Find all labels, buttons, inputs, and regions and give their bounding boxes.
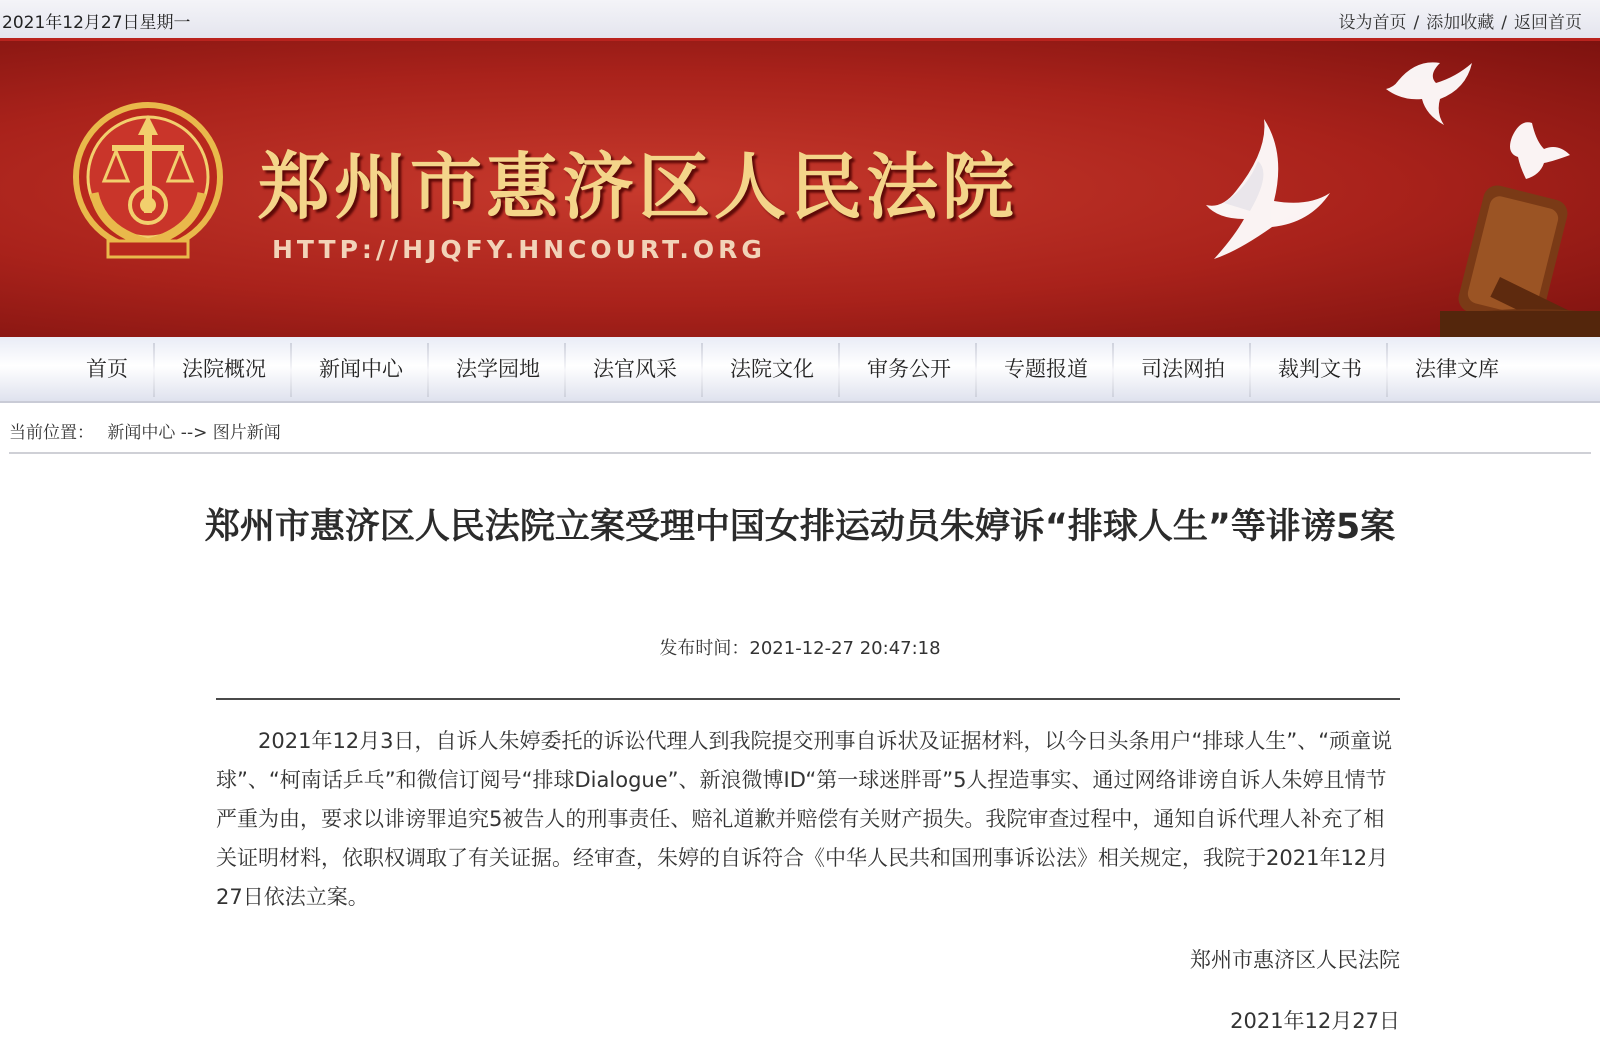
nav-item-court-culture[interactable]: 法院文化 (730, 357, 814, 381)
nav-item-news-center[interactable]: 新闻中心 (319, 357, 403, 381)
nav-item-law-library[interactable]: 法律文库 (1415, 357, 1499, 381)
article-sign-date: 2021年12月27日 (1230, 1009, 1400, 1033)
gavel-icon (1440, 183, 1600, 337)
breadcrumb-label: 当前位置： (9, 423, 94, 443)
breadcrumb (9, 418, 281, 443)
top-bar (0, 0, 1600, 41)
top-links (1339, 8, 1582, 33)
link-separator: / (1413, 13, 1420, 33)
nav-item-judges[interactable]: 法官风采 (593, 357, 677, 381)
main-nav (0, 337, 1600, 403)
nav-item-special-reports[interactable]: 专题报道 (1004, 357, 1088, 381)
nav-item-judgments[interactable]: 裁判文书 (1278, 357, 1362, 381)
article-body: 2021年12月3日，自诉人朱婷委托的诉讼代理人到我院提交刑事自诉状及证据材料，以今日头条用户“排球人生”、“顽童说球”、“柯南话乒乓”和微信订阅号“排球Dialogue”、新浪微博ID“第一球迷胖哥”5人捏造事实、通过网络诽谤自诉人朱婷且情节严重为由，要求以诽谤罪追究5被告人的刑事责任、赔礼道歉并赔偿有关财产损失。我院审查过程中，通知自诉代理人补充了相关证明材料，依职权调取了有关证据。经审查，朱婷的自诉符合《中华人民共和国刑事诉讼法》相关规定，我院于2021年12月27日依法立案。 (216, 729, 1393, 909)
court-emblem-icon (72, 101, 224, 261)
dove-icon (1510, 122, 1570, 179)
breadcrumb-divider (9, 452, 1591, 454)
nav-item-home[interactable]: 首页 (86, 357, 128, 381)
article-title: 郑州市惠济区人民法院立案受理中国女排运动员朱婷诉“排球人生”等诽谤5案 (204, 507, 1396, 547)
article-divider (216, 698, 1400, 700)
site-url: HTTP://HJQFY.HNCOURT.ORG (272, 235, 766, 264)
set-homepage-link[interactable]: 设为首页 (1338, 13, 1407, 33)
nav-item-court-overview[interactable]: 法院概况 (182, 357, 266, 381)
link-separator: / (1501, 13, 1507, 33)
return-home-link[interactable]: 返回首页 (1514, 13, 1582, 33)
site-title: 郑州市惠济区人民法院 (258, 144, 1019, 229)
dove-icon (1386, 62, 1472, 125)
dove-gavel-decoration (1140, 41, 1600, 337)
nav-item-law-garden[interactable]: 法学园地 (456, 357, 540, 381)
add-favorite-link[interactable]: 添加收藏 (1426, 13, 1495, 33)
article-publish-time: 发布时间：2021-12-27 20:47:18 (659, 638, 941, 659)
breadcrumb-path[interactable]: 新闻中心 --> 图片新闻 (107, 423, 281, 443)
article-signature: 郑州市惠济区人民法院 (1190, 948, 1400, 972)
nav-item-judicial-auction[interactable]: 司法网拍 (1141, 357, 1225, 381)
nav-item-affairs-public[interactable]: 审务公开 (867, 357, 951, 381)
site-banner (0, 41, 1600, 337)
current-date: 2021年12月27日星期一 (2, 13, 191, 33)
dove-icon (1206, 119, 1330, 259)
